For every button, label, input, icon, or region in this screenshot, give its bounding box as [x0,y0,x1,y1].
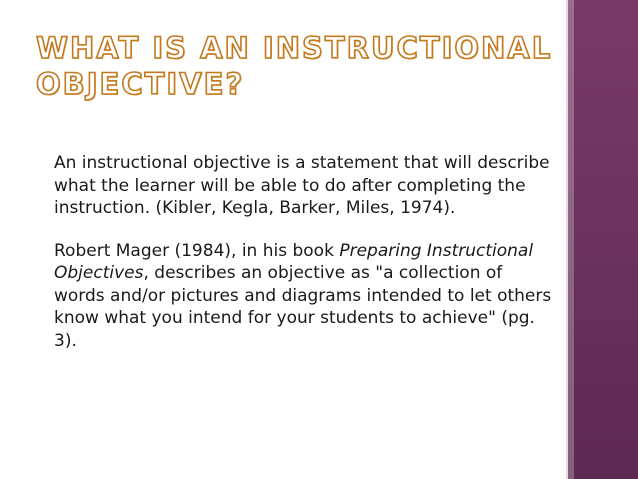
slide-title: WHAT IS AN INSTRUCTIONAL OBJECTIVE? [36,31,553,101]
mager-paragraph [54,240,554,353]
book-title: Preparing Instructional Objectives [54,240,534,283]
slide-body [54,152,554,372]
definition-paragraph: An instructional objective is a statement that will describe what the learner will be able to do after completing the instruction. (Kibler, Kegla, Barker, Miles, 1974). [54,153,550,218]
mager-text-after: , describes an objective as "a collection of words and/or pictures and diagrams intended to let others know what you intend for your students to achieve" (pg. 3). [54,263,552,351]
decorative-side-band [566,0,638,479]
mager-text-before: Robert Mager (1984), in his book [54,240,340,261]
